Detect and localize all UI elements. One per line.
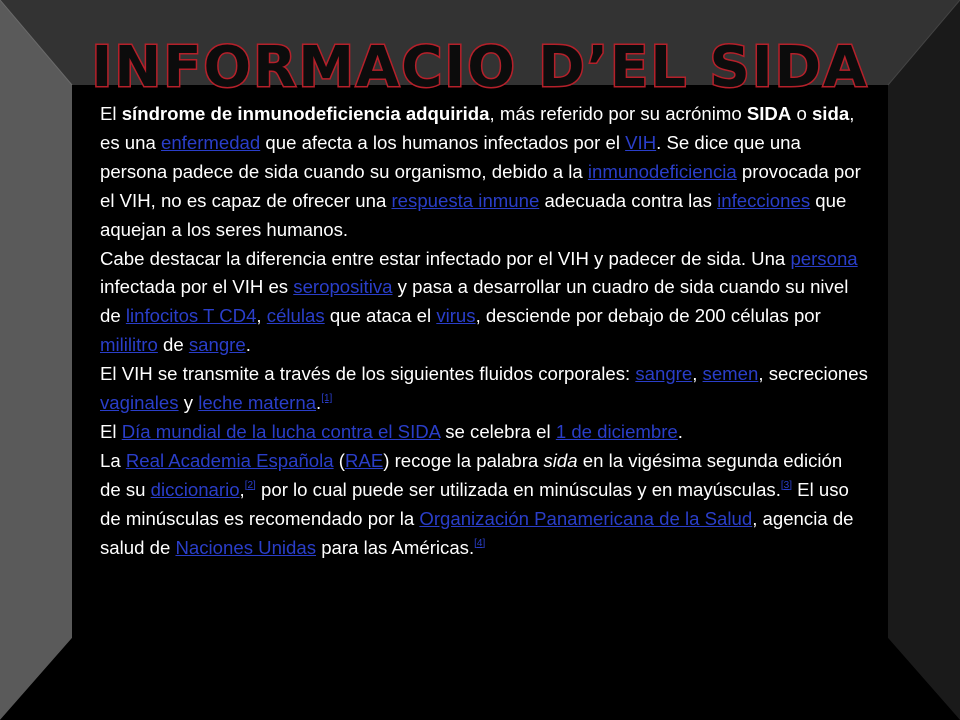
text-run: . Se dice que una persona padece de sida cuando su organismo, debido a la (100, 131, 801, 182)
bold-text: SIDA (746, 103, 792, 124)
text-run: infectada por el VIH es (100, 276, 294, 298)
frame-right-bevel (888, 0, 960, 720)
hyperlink[interactable]: 1 de diciembre (555, 420, 678, 442)
hyperlink[interactable]: semen (702, 363, 759, 385)
text-run: , (239, 478, 245, 500)
frame-bottom-bevel (0, 638, 960, 720)
hyperlink[interactable]: RAE (344, 449, 384, 471)
reference-link[interactable]: [4] (474, 537, 486, 549)
hyperlink[interactable]: mililitro (100, 334, 158, 356)
hyperlink[interactable]: vaginales (100, 392, 179, 414)
frame-left-bevel (0, 0, 72, 720)
text-run: adecuada contra las (539, 189, 718, 211)
text-run: , (692, 363, 703, 385)
text-run: ) recoge la palabra (383, 449, 544, 471)
superscript (781, 480, 792, 491)
hyperlink[interactable]: enfermedad (161, 131, 261, 153)
hyperlink[interactable]: respuesta inmune (391, 189, 540, 211)
text-run: , (256, 305, 267, 327)
text-run: La (100, 449, 126, 471)
text-run: y pasa a desarrollar un cuadro de sida cuando su nivel de (100, 276, 849, 327)
hyperlink[interactable]: seropositiva (293, 276, 393, 298)
reference-link[interactable]: [1] (321, 393, 333, 405)
hyperlink[interactable]: leche materna (198, 392, 317, 414)
text-run: Cabe destacar la diferencia entre estar infectado por el VIH y padecer de sida. Una (100, 247, 791, 269)
hyperlink[interactable]: VIH (625, 131, 657, 153)
paragraph (100, 447, 868, 563)
superscript (321, 393, 332, 404)
reference-link[interactable]: [2] (244, 479, 256, 491)
text-run: El (100, 420, 122, 442)
superscript (474, 538, 485, 549)
bold-text: sida (811, 103, 850, 124)
hyperlink[interactable]: Día mundial de la lucha contra el SIDA (121, 420, 441, 442)
text-run: que ataca el (324, 305, 437, 327)
text-run: de (157, 334, 189, 356)
bold-text: síndrome de inmunodeficiencia adquirida (121, 103, 490, 124)
text-run: . (245, 334, 251, 356)
hyperlink[interactable]: Real Academia Española (125, 449, 334, 471)
reference-link[interactable]: [3] (780, 479, 793, 491)
italic-text: sida (543, 449, 578, 471)
body-text (100, 100, 868, 563)
paragraph (100, 360, 868, 418)
text-run: . (316, 392, 322, 414)
slide-title: INFORMACIO D’EL SIDA (91, 35, 869, 100)
hyperlink[interactable]: Naciones Unidas (175, 536, 317, 558)
hyperlink[interactable]: inmunodeficiencia (587, 160, 737, 182)
superscript (245, 480, 256, 491)
hyperlink[interactable]: linfocitos T CD4 (125, 305, 257, 327)
text-run: por lo cual puede ser utilizada en minúsculas y en mayúsculas. (255, 478, 781, 500)
text-run: provocada por el VIH, no es capaz de ofrecer una (100, 160, 861, 211)
text-run: o (791, 103, 812, 124)
text-run: y (178, 392, 199, 414)
hyperlink[interactable]: sangre (188, 334, 246, 356)
text-run: El VIH se transmite a través de los siguientes fluidos corporales: (100, 363, 636, 385)
hyperlink[interactable]: infecciones (717, 189, 811, 211)
hyperlink[interactable]: Organización Panamericana de la Salud (419, 507, 753, 529)
hyperlink[interactable]: sangre (635, 363, 693, 385)
text-run: , agencia de salud de (100, 507, 854, 558)
text-run: , desciende por debajo de 200 células por (475, 305, 821, 327)
text-run: El (100, 103, 122, 124)
paragraph (100, 418, 868, 447)
paragraph (100, 245, 868, 361)
hyperlink[interactable]: células (266, 305, 325, 327)
hyperlink[interactable]: persona (790, 247, 858, 269)
text-run: ( (333, 449, 345, 471)
hyperlink[interactable]: diccionario (150, 478, 240, 500)
paragraph (100, 100, 868, 245)
text-run: en la vigésima segunda edición de su (100, 449, 843, 500)
text-run: , secreciones (758, 363, 868, 385)
text-run: , más referido por su acrónimo (489, 103, 747, 124)
text-run: para las Américas. (316, 536, 475, 558)
text-run: que afecta a los humanos infectados por el (260, 131, 626, 153)
text-run: se celebra el (440, 420, 556, 442)
hyperlink[interactable]: virus (436, 305, 476, 327)
text-run: . (677, 420, 683, 442)
text-run: El uso de minúsculas es recomendado por la (100, 478, 849, 529)
text-run: , es una (100, 103, 855, 153)
text-run: que aquejan a los seres humanos. (100, 189, 847, 240)
